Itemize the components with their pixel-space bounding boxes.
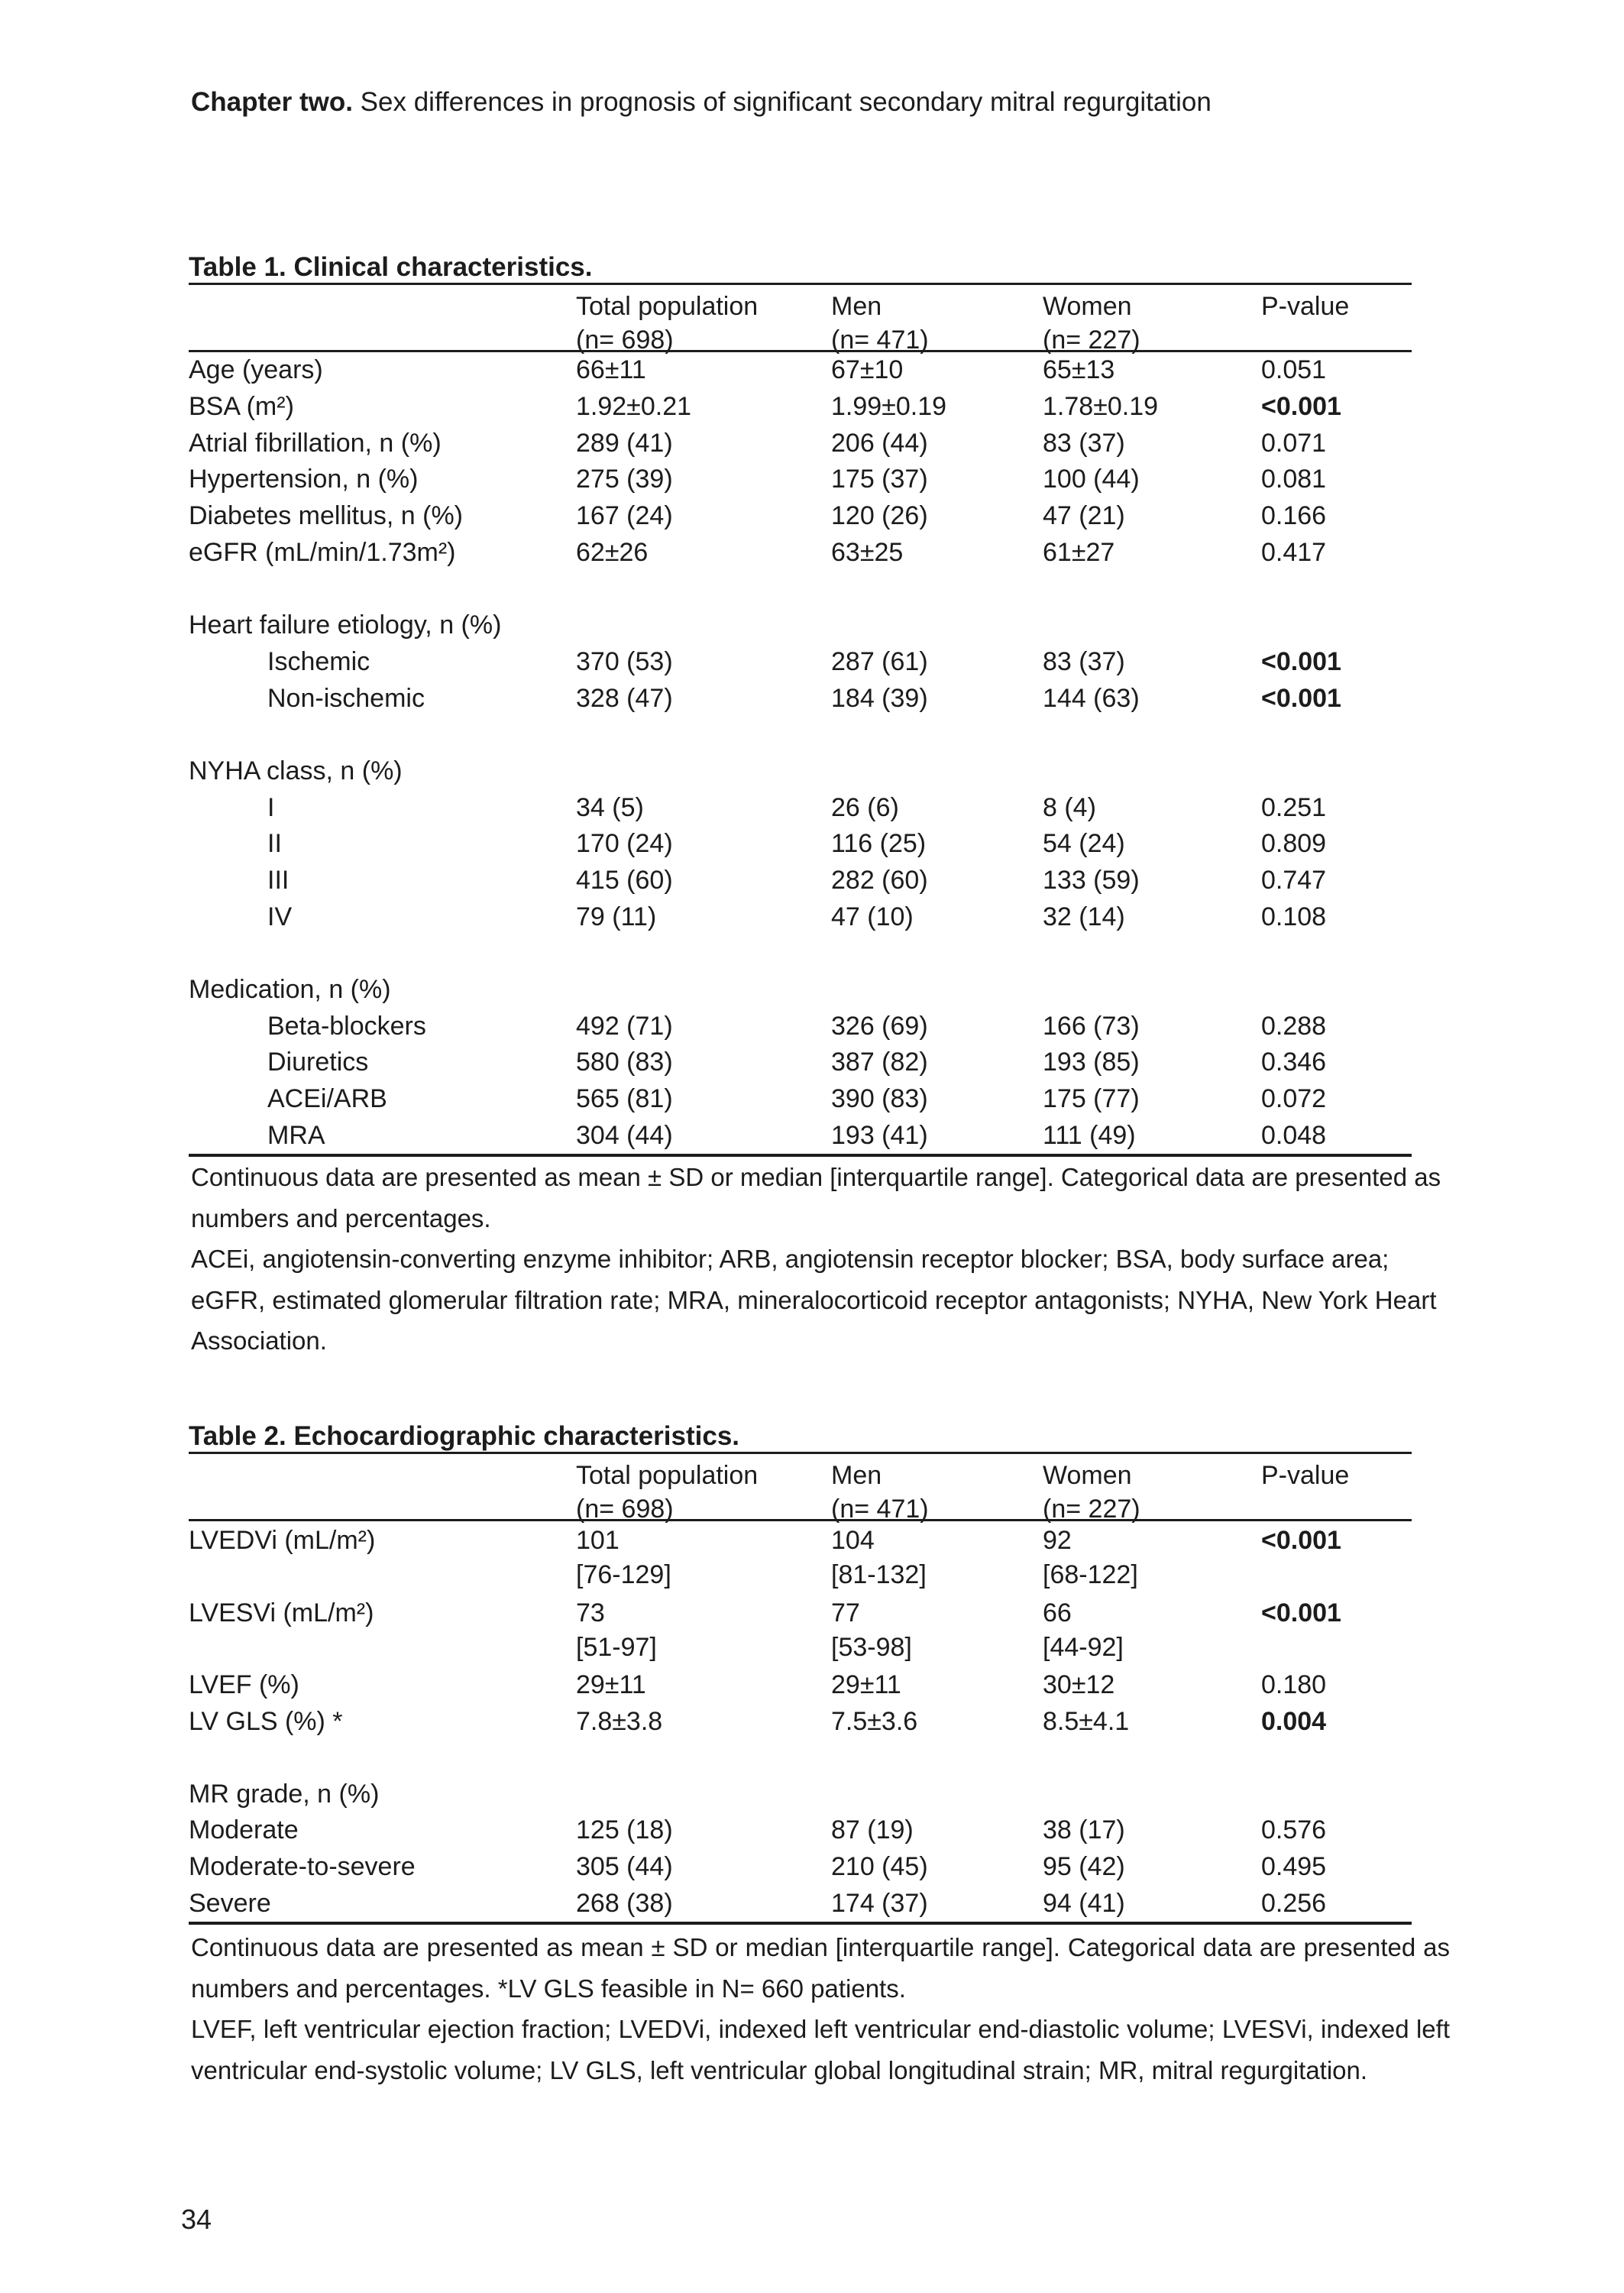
cell-total: 275 (39) — [576, 465, 673, 494]
table-row — [189, 389, 1412, 426]
table2-footnote — [191, 1927, 1450, 2091]
cell-men: 67±10 — [831, 355, 904, 385]
cell-total: 125 (18) — [576, 1815, 673, 1845]
table-row — [189, 789, 1412, 826]
table1-section — [189, 252, 1412, 1157]
cell-men: 184 (39) — [831, 683, 928, 713]
row-label: BSA (m²) — [189, 392, 294, 422]
cell-pvalue: 0.417 — [1261, 537, 1327, 567]
running-header — [191, 87, 1212, 118]
table-group-row — [189, 1776, 1412, 1813]
cell-women: 111 (49) — [1043, 1120, 1136, 1150]
cell-men: 175 (37) — [831, 465, 928, 494]
cell-men: 210 (45) — [831, 1852, 928, 1882]
cell-pvalue: <0.001 — [1261, 1526, 1341, 1555]
cell-total: 370 (53) — [576, 646, 673, 676]
cell-men: 63±25 — [831, 537, 904, 567]
footnote-line: Continuous data are presented as mean ± SD or median [interquartile range]. Categorical data are presented as numbers and percentages. — [191, 1163, 1441, 1232]
cell-pvalue: <0.001 — [1261, 683, 1341, 713]
group-label: NYHA class, n (%) — [189, 756, 403, 785]
cell-total: 268 (38) — [576, 1888, 673, 1918]
row-label: LVEDVi (mL/m²) — [189, 1526, 376, 1555]
cell-total: 66±11 — [576, 355, 646, 385]
table-row — [189, 826, 1412, 863]
column-header-empty — [189, 290, 576, 357]
page-number: 34 — [181, 2204, 212, 2235]
table2-title: Table 2. Echocardiographic characteristics. — [189, 1421, 740, 1451]
row-label: Ischemic — [267, 646, 370, 676]
row-label: ACEi/ARB — [267, 1084, 387, 1114]
table-row — [189, 534, 1412, 571]
row-label: Beta-blockers — [267, 1011, 426, 1041]
cell-women: 8.5±4.1 — [1043, 1706, 1130, 1736]
cell-pvalue: 0.346 — [1261, 1048, 1327, 1077]
column-header-women: Women (n= 227) — [1043, 292, 1140, 355]
spacer-row — [189, 1740, 1412, 1776]
group-label: Heart failure etiology, n (%) — [189, 610, 502, 640]
row-label: MRA — [267, 1120, 325, 1150]
cell-total: 101 [76-129] — [576, 1526, 671, 1589]
cell-pvalue: 0.004 — [1261, 1706, 1327, 1736]
cell-total: 415 (60) — [576, 865, 673, 895]
column-header-total: Total population (n= 698) — [576, 292, 759, 355]
cell-pvalue: 0.048 — [1261, 1120, 1327, 1150]
cell-total: 305 (44) — [576, 1852, 673, 1882]
table-header-row — [189, 285, 1412, 355]
table-row — [189, 899, 1412, 935]
table1 — [189, 283, 1412, 1157]
cell-total: 328 (47) — [576, 683, 673, 713]
cell-men: 1.99±0.19 — [831, 392, 947, 422]
cell-women: 83 (37) — [1043, 646, 1125, 676]
column-header-total: Total population (n= 698) — [576, 1461, 759, 1524]
chapter-title: Sex differences in prognosis of significant secondary mitral regurgitation — [352, 87, 1212, 117]
row-label: II — [267, 829, 282, 859]
row-label: Atrial fibrillation, n (%) — [189, 428, 442, 458]
table-row — [189, 1667, 1412, 1704]
column-header-men: Men (n= 471) — [831, 292, 929, 355]
cell-pvalue: 0.495 — [1261, 1852, 1327, 1882]
cell-total: 304 (44) — [576, 1120, 673, 1150]
cell-women: 54 (24) — [1043, 829, 1125, 859]
table-row — [189, 1703, 1412, 1740]
cell-women: 83 (37) — [1043, 428, 1125, 458]
group-label: Medication, n (%) — [189, 975, 391, 1005]
table-row — [189, 1812, 1412, 1849]
cell-women: 92 [68-122] — [1043, 1526, 1138, 1589]
row-label: Hypertension, n (%) — [189, 465, 419, 494]
table-row — [189, 1594, 1412, 1666]
cell-pvalue: 0.071 — [1261, 428, 1327, 458]
table-group-row — [189, 972, 1412, 1009]
row-label: Non-ischemic — [267, 683, 425, 713]
cell-pvalue: 0.747 — [1261, 865, 1327, 895]
cell-men: 26 (6) — [831, 792, 899, 822]
cell-men: 104 [81-132] — [831, 1526, 927, 1589]
table-row — [189, 1521, 1412, 1594]
cell-men: 282 (60) — [831, 865, 928, 895]
cell-men: 387 (82) — [831, 1048, 928, 1077]
row-label: III — [267, 865, 290, 895]
cell-women: 175 (77) — [1043, 1084, 1140, 1114]
table-row — [189, 1849, 1412, 1886]
cell-pvalue: 0.180 — [1261, 1670, 1327, 1699]
cell-pvalue: 0.081 — [1261, 465, 1327, 494]
cell-total: 167 (24) — [576, 501, 673, 531]
column-header-pvalue: P-value — [1261, 1461, 1350, 1490]
table-row — [189, 462, 1412, 498]
table-row — [189, 1081, 1412, 1118]
table-group-row — [189, 753, 1412, 790]
row-label: Diabetes mellitus, n (%) — [189, 501, 464, 531]
cell-total: 79 (11) — [576, 902, 657, 931]
cell-total: 289 (41) — [576, 428, 673, 458]
row-label: LVEF (%) — [189, 1670, 299, 1699]
row-label: Age (years) — [189, 355, 323, 385]
cell-women: 66 [44-92] — [1043, 1598, 1124, 1663]
row-label: Moderate — [189, 1815, 299, 1845]
spacer-row — [189, 717, 1412, 753]
cell-pvalue: <0.001 — [1261, 392, 1341, 422]
cell-women: 61±27 — [1043, 537, 1115, 567]
row-label: Diuretics — [267, 1048, 369, 1077]
cell-total: 7.8±3.8 — [576, 1706, 663, 1736]
cell-pvalue: 0.072 — [1261, 1084, 1327, 1114]
cell-women: 38 (17) — [1043, 1815, 1125, 1845]
group-label: MR grade, n (%) — [189, 1779, 380, 1809]
cell-men: 77 [53-98] — [831, 1598, 912, 1663]
cell-men: 206 (44) — [831, 428, 928, 458]
cell-men: 174 (37) — [831, 1888, 928, 1918]
cell-pvalue: <0.001 — [1261, 1598, 1341, 1628]
cell-pvalue: 0.576 — [1261, 1815, 1327, 1845]
cell-men: 120 (26) — [831, 501, 928, 531]
cell-total: 580 (83) — [576, 1048, 673, 1077]
cell-men: 326 (69) — [831, 1011, 928, 1041]
cell-pvalue: 0.288 — [1261, 1011, 1327, 1041]
cell-total: 29±11 — [576, 1670, 646, 1699]
table1-footnote — [191, 1157, 1450, 1362]
cell-women: 65±13 — [1043, 355, 1115, 385]
table2-section — [189, 1421, 1412, 1925]
cell-women: 133 (59) — [1043, 865, 1140, 895]
cell-men: 116 (25) — [831, 829, 927, 859]
footnote-line: ACEi, angiotensin-converting enzyme inhibitor; ARB, angiotensin receptor blocker; BSA, body surface area; eGFR, estimated glomerular filtration rate; MRA, mineralocorticoid receptor antagonists; NYHA, New York Heart Association. — [191, 1245, 1437, 1355]
spacer-row — [189, 571, 1412, 607]
row-label: LV GLS (%) * — [189, 1706, 343, 1736]
table-header-row — [189, 1454, 1412, 1524]
row-label: I — [267, 792, 275, 822]
cell-women: 95 (42) — [1043, 1852, 1125, 1882]
cell-pvalue: <0.001 — [1261, 646, 1341, 676]
table1-title: Table 1. Clinical characteristics. — [189, 252, 593, 282]
cell-pvalue: 0.051 — [1261, 355, 1327, 385]
cell-men: 390 (83) — [831, 1084, 928, 1114]
table-row — [189, 1008, 1412, 1044]
cell-women: 30±12 — [1043, 1670, 1115, 1699]
table-row — [189, 498, 1412, 535]
cell-women: 193 (85) — [1043, 1048, 1140, 1077]
cell-total: 170 (24) — [576, 829, 673, 859]
cell-pvalue: 0.256 — [1261, 1888, 1327, 1918]
cell-total: 62±26 — [576, 537, 649, 567]
table-row — [189, 1044, 1412, 1081]
cell-men: 87 (19) — [831, 1815, 914, 1845]
cell-pvalue: 0.809 — [1261, 829, 1327, 859]
cell-total: 73 [51-97] — [576, 1598, 657, 1663]
row-label: LVESVi (mL/m²) — [189, 1598, 374, 1628]
cell-men: 47 (10) — [831, 902, 914, 931]
cell-total: 492 (71) — [576, 1011, 673, 1041]
footnote-line: LVEF, left ventricular ejection fraction; LVEDVi, indexed left ventricular end-diastolic volume; LVESVi, indexed left ventricular end-systolic volume; LV GLS, left ventricular global longitudinal strain; MR, mitral regurgitation. — [191, 2015, 1450, 2084]
table-group-row — [189, 607, 1412, 644]
table-row — [189, 1117, 1412, 1154]
row-label: Moderate-to-severe — [189, 1852, 416, 1882]
column-header-men: Men (n= 471) — [831, 1461, 929, 1524]
table-row — [189, 680, 1412, 717]
cell-pvalue: 0.108 — [1261, 902, 1327, 931]
cell-men: 29±11 — [831, 1670, 901, 1699]
row-label: eGFR (mL/min/1.73m²) — [189, 537, 456, 567]
column-header-empty — [189, 1459, 576, 1526]
cell-men: 287 (61) — [831, 646, 928, 676]
chapter-label: Chapter two. — [191, 87, 353, 117]
cell-women: 8 (4) — [1043, 792, 1096, 822]
cell-women: 94 (41) — [1043, 1888, 1125, 1918]
spacer-row — [189, 935, 1412, 972]
table-row — [189, 425, 1412, 462]
cell-women: 166 (73) — [1043, 1011, 1140, 1041]
cell-women: 1.78±0.19 — [1043, 392, 1159, 422]
cell-women: 100 (44) — [1043, 465, 1140, 494]
cell-women: 144 (63) — [1043, 683, 1140, 713]
row-label: Severe — [189, 1888, 271, 1918]
cell-women: 32 (14) — [1043, 902, 1125, 931]
cell-total: 1.92±0.21 — [576, 392, 692, 422]
footnote-line: Continuous data are presented as mean ± SD or median [interquartile range]. Categorical data are presented as numbers and percentages. *LV GLS feasible in N= 660 patients. — [191, 1933, 1450, 2003]
table2 — [189, 1452, 1412, 1925]
table-row — [189, 1885, 1412, 1922]
cell-pvalue: 0.251 — [1261, 792, 1327, 822]
table-row — [189, 863, 1412, 899]
column-header-women: Women (n= 227) — [1043, 1461, 1140, 1524]
row-label: IV — [267, 902, 293, 931]
cell-total: 34 (5) — [576, 792, 644, 822]
cell-men: 7.5±3.6 — [831, 1706, 918, 1736]
table-row — [189, 352, 1412, 389]
cell-women: 47 (21) — [1043, 501, 1125, 531]
column-header-pvalue: P-value — [1261, 292, 1350, 321]
cell-men: 193 (41) — [831, 1120, 928, 1150]
table-row — [189, 644, 1412, 681]
cell-total: 565 (81) — [576, 1084, 673, 1114]
cell-pvalue: 0.166 — [1261, 501, 1327, 531]
